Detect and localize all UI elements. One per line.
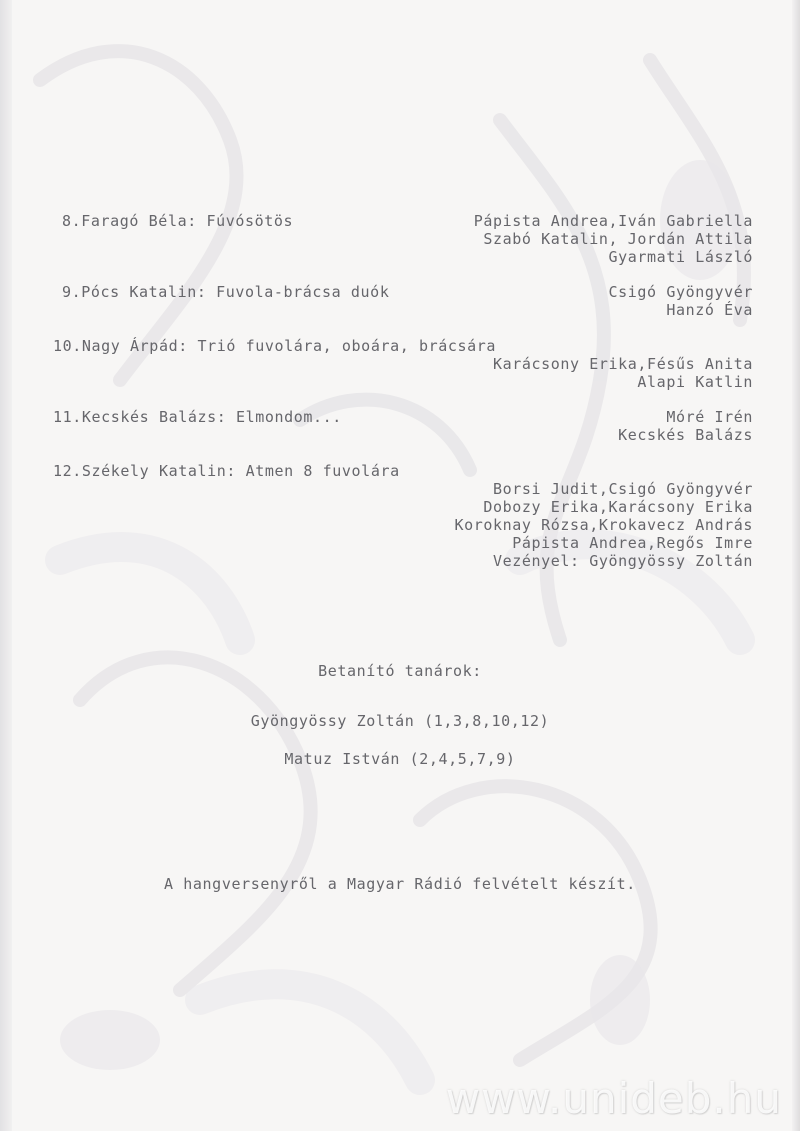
program-item-title: 12.Székely Katalin: Atmen 8 fuvolára [53,462,400,480]
teachers-heading: Betanító tanárok: [318,662,482,680]
program-item-title: 11.Kecskés Balázs: Elmondom... [53,408,342,426]
program-item-performer: Alapi Katlin [637,373,753,391]
teacher-entry: Matuz István (2,4,5,7,9) [284,750,516,768]
radio-recording-note: A hangversenyről a Magyar Rádió felvételt készít. [164,875,636,893]
right-page-edge [792,0,800,1131]
program-item-performer: Csigó Gyöngyvér [608,283,753,301]
program-item-title: 9.Pócs Katalin: Fuvola-brácsa duók [62,283,390,301]
program-item-performer: Koroknay Rózsa,Krokavecz András [454,516,753,534]
left-page-edge [0,0,12,1131]
program-item-performer: Gyarmati László [608,248,753,266]
program-item-title: 10.Nagy Árpád: Trió fuvolára, oboára, brácsára [53,337,497,355]
program-item-performer: Szabó Katalin, Jordán Attila [483,230,753,248]
program-item-performer: Vezényel: Gyöngyössy Zoltán [492,552,753,570]
program-item-performer: Karácsony Erika,Fésűs Anita [492,355,753,373]
watermark: www.unideb.hu [445,1074,782,1123]
program-item-performer: Kecskés Balázs [618,426,753,444]
program-item-performer: Pápista Andrea,Iván Gabriella [473,212,753,230]
program-item-performer: Pápista Andrea,Regős Imre [512,534,753,552]
program-item-performer: Hanzó Éva [666,301,753,319]
program-item-performer: Móré Irén [666,408,753,426]
program-item-performer: Dobozy Erika,Karácsony Erika [483,498,753,516]
program-item-performer: Borsi Judit,Csigó Gyöngyvér [492,480,753,498]
program-item-title: 8.Faragó Béla: Fúvósötös [62,212,294,230]
teacher-entry: Gyöngyössy Zoltán (1,3,8,10,12) [250,712,550,730]
